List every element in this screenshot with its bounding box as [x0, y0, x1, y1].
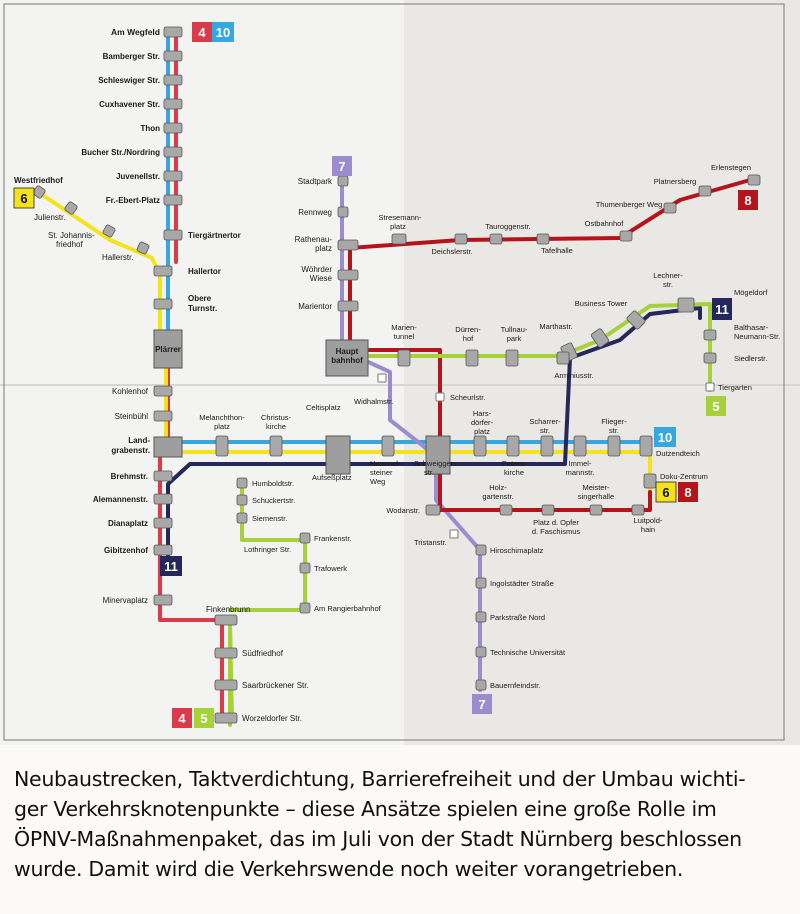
svg-text:6: 6: [20, 191, 28, 206]
station-label: Minervaplatz: [102, 596, 148, 605]
station-label: Cuxhavener Str.: [99, 100, 160, 109]
svg-text:4: 4: [198, 25, 206, 40]
station-label: Dürren-hof: [455, 325, 481, 343]
svg-text:7: 7: [478, 697, 486, 712]
station-label: Stadtpark: [297, 177, 332, 186]
station-label: Hiroschimaplatz: [490, 546, 544, 555]
station-label: Wöhrder Wiese: [301, 265, 332, 283]
station-saarbruecker[interactable]: [215, 680, 309, 690]
station-label: Meister-singerhalle: [577, 483, 615, 501]
caption-line: ÖPNV-Maßnahmenpaket, das im Juli von der Stadt Nürnberg beschlossen: [14, 827, 742, 851]
station-label: Platz d. Opfer d. Faschismus: [531, 518, 581, 536]
station-label: Dutzendteich: [656, 449, 700, 458]
station-label: Schuckertstr.: [252, 496, 296, 505]
station-label: Südfriedhof: [242, 649, 283, 658]
caption-line: ger Verkehrsknotenpunkte – diese Ansätze spielen eine große Rolle im: [14, 797, 717, 821]
station-label: Haupt bahnhof: [331, 347, 363, 365]
station-label: Ostbahnhof: [584, 219, 624, 228]
badge-line-8-doku[interactable]: [678, 482, 698, 502]
station-label: Aufseßplatz: [312, 473, 352, 482]
station-label: Marientor: [298, 302, 332, 311]
stations: [14, 27, 780, 723]
station-label: Thumenberger Weg: [595, 200, 663, 209]
station-hauptbahnhof[interactable]: [326, 340, 368, 376]
station-label: Rennweg: [298, 208, 332, 217]
station-trafowerk[interactable]: [300, 563, 347, 573]
station-minervaplatz[interactable]: [103, 595, 172, 605]
station-christuskirche[interactable]: [261, 413, 292, 456]
station-label: Siedlerstr.: [734, 354, 768, 363]
station-wodanstr[interactable]: [386, 505, 440, 515]
svg-text:7: 7: [338, 159, 346, 174]
station-stresemannplatz[interactable]: [379, 213, 422, 244]
station-label: Business Tower: [574, 299, 628, 308]
badge-line-7[interactable]: [332, 156, 352, 176]
station-label: Dianaplatz: [107, 519, 148, 528]
station-label: Balthasar-Neumann-Str.: [734, 323, 781, 341]
station-label: Bauernfeindstr.: [490, 681, 541, 690]
svg-text:4: 4: [178, 711, 186, 726]
station-schuckertstr[interactable]: [237, 495, 295, 505]
station-label: Land-grabenstr.: [111, 436, 150, 455]
svg-text:10: 10: [215, 25, 231, 40]
station-melanchthonplatz[interactable]: [199, 413, 245, 456]
station-label: Tiergarten: [718, 383, 752, 392]
station-tiergaertnertor[interactable]: [164, 230, 241, 240]
badge-line-4[interactable]: [192, 22, 212, 42]
station-label: Rathenau-platz: [294, 235, 332, 253]
station-label: Bamberger Str.: [102, 52, 160, 61]
station-label: Platnersberg: [653, 177, 697, 186]
station-label: Mögeldorf: [734, 288, 768, 297]
tram-lines: [38, 32, 750, 725]
station-label: Siemenstr.: [252, 514, 288, 523]
station-label: Marien-tunnel: [391, 323, 417, 341]
station-juvenell[interactable]: [116, 171, 182, 181]
station-rangierbahnhof[interactable]: [300, 603, 382, 613]
station-label: Wodanstr.: [386, 506, 420, 515]
svg-text:5: 5: [712, 399, 720, 414]
badge-line-11-south[interactable]: [160, 556, 182, 576]
station-suedfriedhof[interactable]: [215, 648, 284, 658]
station-label: Westfriedhof: [14, 176, 63, 185]
station-label: Obere Turnstr.: [188, 294, 218, 313]
station-tullnaupark[interactable]: [501, 325, 528, 366]
station-marientor[interactable]: [298, 301, 358, 311]
station-schleswiger[interactable]: [98, 75, 182, 85]
station-label: Juvenellstr.: [115, 172, 160, 181]
station-label: Widhalmstr.: [354, 397, 394, 406]
station-landgrabenstr[interactable]: [111, 436, 182, 457]
svg-text:6: 6: [662, 485, 670, 500]
station-deichslerstr[interactable]: [431, 234, 472, 256]
station-celtisplatz[interactable]: [306, 403, 341, 412]
station-label: Humboldtstr.: [252, 479, 295, 488]
station-label: Arminiusstr.: [554, 371, 594, 380]
station-steinbuehl[interactable]: [115, 411, 172, 421]
station-label: Lechner-str.: [653, 271, 683, 289]
station-label: Plärrer: [155, 345, 181, 354]
station-label: Hummel-steiner Weg: [370, 459, 401, 486]
station-label: Schweigger-str.: [414, 459, 456, 477]
svg-text:10: 10: [657, 430, 673, 445]
badge-line-4-south[interactable]: [172, 708, 192, 728]
station-hiroschima[interactable]: [476, 545, 544, 555]
station-stadtpark[interactable]: [298, 176, 348, 186]
station-parkstr-nord[interactable]: [476, 612, 545, 622]
station-obere-turnstr[interactable]: [154, 294, 217, 313]
station-label: Alemannenstr.: [92, 495, 148, 504]
badge-line-10[interactable]: [212, 22, 234, 42]
station-label: Am Rangierbahnhof: [314, 604, 381, 613]
station-gibitzenhof[interactable]: [104, 545, 172, 555]
station-label: Tauroggenstr.: [485, 222, 531, 231]
station-alemannenstr[interactable]: [93, 494, 172, 504]
station-hallerstr[interactable]: [102, 241, 150, 262]
station-platnersberg[interactable]: [654, 177, 711, 196]
svg-text:8: 8: [744, 193, 752, 208]
station-label: Doku-Zentrum: [660, 472, 708, 481]
station-label: Hallertor: [188, 267, 221, 276]
station-harsdoerferplatz[interactable]: [471, 409, 494, 456]
station-kohlenhof[interactable]: [112, 386, 172, 396]
article-caption: [14, 764, 790, 884]
station-brehmstr[interactable]: [111, 471, 172, 481]
station-bauernfeind[interactable]: [476, 680, 540, 690]
station-siemensstr[interactable]: [237, 513, 287, 523]
station-label: Worzeldorfer Str.: [242, 714, 302, 723]
station-thon[interactable]: [140, 123, 182, 133]
station-bucher[interactable]: [81, 147, 182, 157]
station-label: Melanchthon-platz: [199, 413, 245, 431]
station-hallertor[interactable]: [154, 266, 221, 276]
badge-line-7-south[interactable]: [472, 694, 492, 714]
station-worzeldorfer[interactable]: [215, 713, 302, 723]
station-label: Tullnau-park: [500, 325, 528, 343]
station-lothringer[interactable]: [244, 545, 291, 554]
station-tristanstr[interactable]: [414, 530, 458, 547]
station-label: Steinbühl: [114, 412, 148, 421]
station-label: Erlenstegen: [710, 163, 752, 172]
station-rennweg[interactable]: [298, 207, 348, 217]
station-label: Scheurlstr.: [450, 393, 486, 402]
badge-line-5-south[interactable]: [194, 708, 214, 728]
line-6-green-branch: [230, 620, 232, 720]
station-label: Hallerstr.: [102, 253, 134, 262]
svg-text:8: 8: [684, 485, 692, 500]
station-am-wegfeld[interactable]: [111, 27, 182, 37]
station-label: Schleswiger Str.: [98, 76, 160, 85]
station-label: Thon: [140, 124, 160, 133]
station-humboldtstr[interactable]: [237, 478, 294, 488]
station-label: Saarbrückener Str.: [242, 681, 309, 690]
station-ebert[interactable]: [106, 195, 182, 205]
station-label: Lothringer Str.: [244, 545, 292, 554]
station-label: Celtisplatz: [306, 403, 341, 412]
station-label: Parkstraße Nord: [490, 613, 546, 622]
map-frame: [4, 4, 784, 740]
badge-line-6[interactable]: [14, 188, 34, 208]
station-label: Gibitzenhof: [104, 546, 148, 555]
station-ingolstaedter[interactable]: [476, 578, 554, 588]
line-8-track: [350, 180, 750, 510]
station-lechnerstr[interactable]: [626, 271, 683, 330]
station-label: Tiergärtnertor: [188, 231, 241, 240]
station-siedlerstr[interactable]: [704, 353, 767, 363]
station-label: Trafowerk: [314, 564, 348, 573]
station-widhalmstr[interactable]: [354, 374, 393, 406]
station-tech-uni[interactable]: [476, 647, 566, 657]
station-label: Ingolstädter Straße: [490, 579, 554, 588]
station-label: Marthastr.: [539, 322, 573, 331]
station-label: Hars-dörfer-platz: [470, 409, 494, 436]
station-label: Tristanstr.: [414, 538, 447, 547]
station-label: Am Wegfeld: [111, 27, 160, 37]
badge-line-5[interactable]: [706, 396, 726, 416]
station-bamberger[interactable]: [103, 51, 182, 61]
station-label: Stresemann-platz: [378, 213, 422, 231]
station-label: Bucher Str./Nordring: [81, 148, 160, 157]
station-label: Technische Universität: [490, 648, 566, 657]
station-plaerrer[interactable]: [154, 330, 182, 368]
badge-line-6-doku[interactable]: [656, 482, 676, 502]
station-frankenstr[interactable]: [300, 533, 352, 543]
station-label: Christus-kirche: [260, 413, 292, 431]
badge-line-10-east[interactable]: [654, 427, 676, 447]
station-label: Peters-kirche: [501, 459, 527, 477]
station-label: Deichslerstr.: [431, 247, 473, 256]
caption-line: wurde. Damit wird die Verkehrswende noch weiter vorangetrieben.: [14, 857, 684, 881]
station-label: Holz-gartenstr.: [482, 483, 514, 501]
station-thumenberger[interactable]: [596, 200, 676, 213]
line-11-track: [168, 308, 700, 558]
svg-text:11: 11: [715, 302, 729, 317]
station-duerrenhof[interactable]: [455, 325, 481, 366]
station-rathenauplatz[interactable]: [295, 235, 358, 253]
station-label: Flieger-str.: [601, 417, 627, 435]
station-label: Julienstr.: [34, 213, 66, 222]
badge-line-8[interactable]: [738, 190, 758, 210]
station-label: Kohlenhof: [111, 387, 148, 396]
station-label: St. Johannis-friedhof: [48, 231, 95, 249]
station-label: Brehmstr.: [110, 472, 148, 481]
station-label: Finkenbrunn: [206, 605, 251, 614]
station-balthasar[interactable]: [704, 323, 780, 341]
svg-text:11: 11: [164, 559, 178, 574]
caption-line: Neubaustrecken, Taktverdichtung, Barrierefreiheit und der Umbau wichti-: [14, 767, 746, 791]
station-marientunnel[interactable]: [391, 323, 417, 366]
station-tiergarten[interactable]: [706, 383, 752, 392]
station-label: Luitpold-hain: [633, 516, 663, 534]
station-erlenstegen[interactable]: [711, 163, 760, 185]
station-label: Fr.-Ebert-Platz: [105, 196, 160, 205]
station-label: Frankenstr.: [314, 534, 352, 543]
badge-line-11[interactable]: [712, 298, 732, 320]
station-scheurlstr[interactable]: [436, 393, 485, 402]
station-cuxhavener[interactable]: [99, 99, 182, 109]
station-label: Immel-mannstr.: [565, 459, 595, 477]
station-label: Tafelhalle: [541, 246, 573, 255]
station-label: Scharrer-str.: [529, 417, 561, 435]
svg-text:5: 5: [200, 711, 208, 726]
station-dianaplatz[interactable]: [108, 518, 172, 528]
